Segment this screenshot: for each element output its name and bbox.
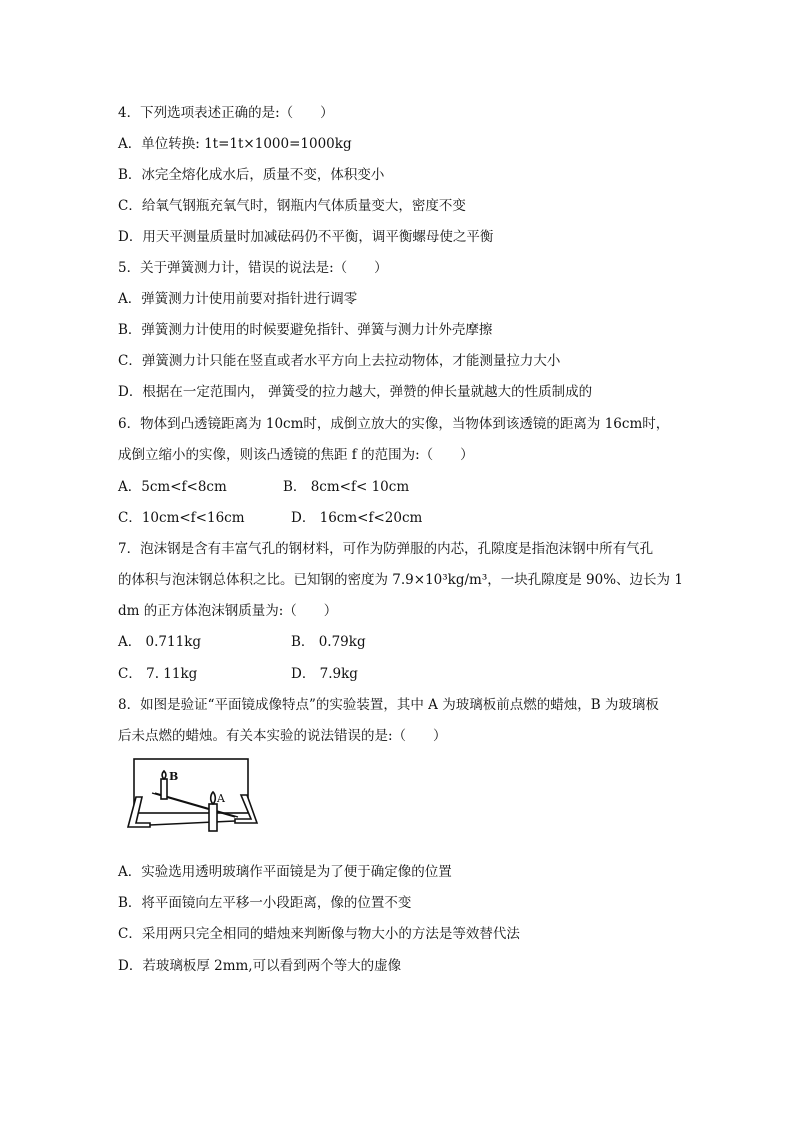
question-7-stem-line-3: dm 的正方体泡沫钢质量为:（ ） [118, 603, 338, 619]
question-5-option-a: A．弹簧测力计使用前要对指针进行调零 [118, 291, 358, 307]
question-4-option-b: B．冰完全熔化成水后，质量不变，体积变小 [118, 167, 385, 183]
question-4-option-d: D．用天平测量质量时加减砝码仍不平衡，调平衡螺母使之平衡 [118, 229, 494, 245]
question-7-stem-line-1: 7．泡沫钢是含有丰富气孔的钢材料，可作为防弹服的内芯，孔隙度是指泡沫钢中所有气孔 [118, 541, 654, 557]
question-4-option-a: A．单位转换: 1t=1t×1000=1000kg [118, 136, 352, 152]
right-stand [235, 795, 257, 823]
question-8-stem-line-2: 后未点燃的蜡烛。有关本实验的说法错误的是:（ ） [118, 728, 447, 744]
candle-b [161, 779, 167, 799]
question-7-option-b: B． 0.79kg [291, 634, 366, 650]
candle-a [209, 804, 217, 831]
question-5-option-b: B．弹簧测力计使用的时候要避免指针、弹簧与测力计外壳摩擦 [118, 322, 493, 338]
question-6-stem-line-2: 成倒立缩小的实像，则该凸透镜的焦距 f 的范围为:（ ） [118, 447, 474, 463]
question-8-option-b: B．将平面镜向左平移一小段距离，像的位置不变 [118, 895, 412, 911]
question-8-stem-line-1: 8．如图是验证“平面镜成像特点”的实验装置，其中 A 为玻璃板前点燃的蜡烛，B 为玻璃板 [118, 697, 659, 713]
question-8-option-d: D．若玻璃板厚 2mm,可以看到两个等大的虚像 [118, 958, 402, 974]
question-8-option-c: C．采用两只完全相同的蜡烛来判断像与物大小的方法是等效替代法 [118, 926, 520, 942]
question-8-option-a: A．实验选用透明玻璃作平面镜是为了便于确定像的位置 [118, 864, 452, 880]
question-7-stem-line-2: 的体积与泡沫钢总体积之比。已知钢的密度为 7.9×10³kg/m³，一块孔隙度是 90%、边长为 1 [118, 572, 683, 588]
question-6-option-b: B． 8cm<f< 10cm [283, 479, 410, 495]
figure-label-b: B [169, 770, 179, 783]
question-5-stem: 5．关于弹簧测力计，错误的说法是:（ ） [118, 260, 388, 276]
question-7-option-d: D． 7.9kg [291, 666, 358, 682]
question-6-option-d: D． 16cm<f<20cm [291, 510, 423, 526]
question-6-stem-line-1: 6．物体到凸透镜距离为 10cm时，成倒立放大的实像，当物体到该透镜的距离为 16cm时， [118, 416, 670, 432]
question-4-stem: 4．下列选项表述正确的是:（ ） [118, 105, 334, 121]
left-stand [128, 797, 150, 827]
question-7-option-a: A． 0.711kg [118, 634, 202, 650]
question-5-option-d: D．根据在一定范围内， 弹簧受的拉力越大，弹赞的伸长量就越大的性质制成的 [118, 384, 593, 400]
question-7-option-c: C． 7. 11kg [118, 666, 198, 682]
question-6-option-c: C．10cm<f<16cm [118, 510, 245, 526]
plane-mirror-experiment-figure [125, 757, 265, 837]
flame-a [211, 792, 216, 804]
question-6-option-a: A．5cm<f<8cm [118, 479, 227, 495]
question-5-option-c: C．弹簧测力计只能在竖直或者水平方向上去拉动物体，才能测量拉力大小 [118, 353, 561, 369]
question-4-option-c: C．给氧气钢瓶充氧气时，钢瓶内气体质量变大，密度不变 [118, 198, 466, 214]
figure-label-a: A [217, 792, 225, 805]
flame-b-image [162, 771, 166, 779]
